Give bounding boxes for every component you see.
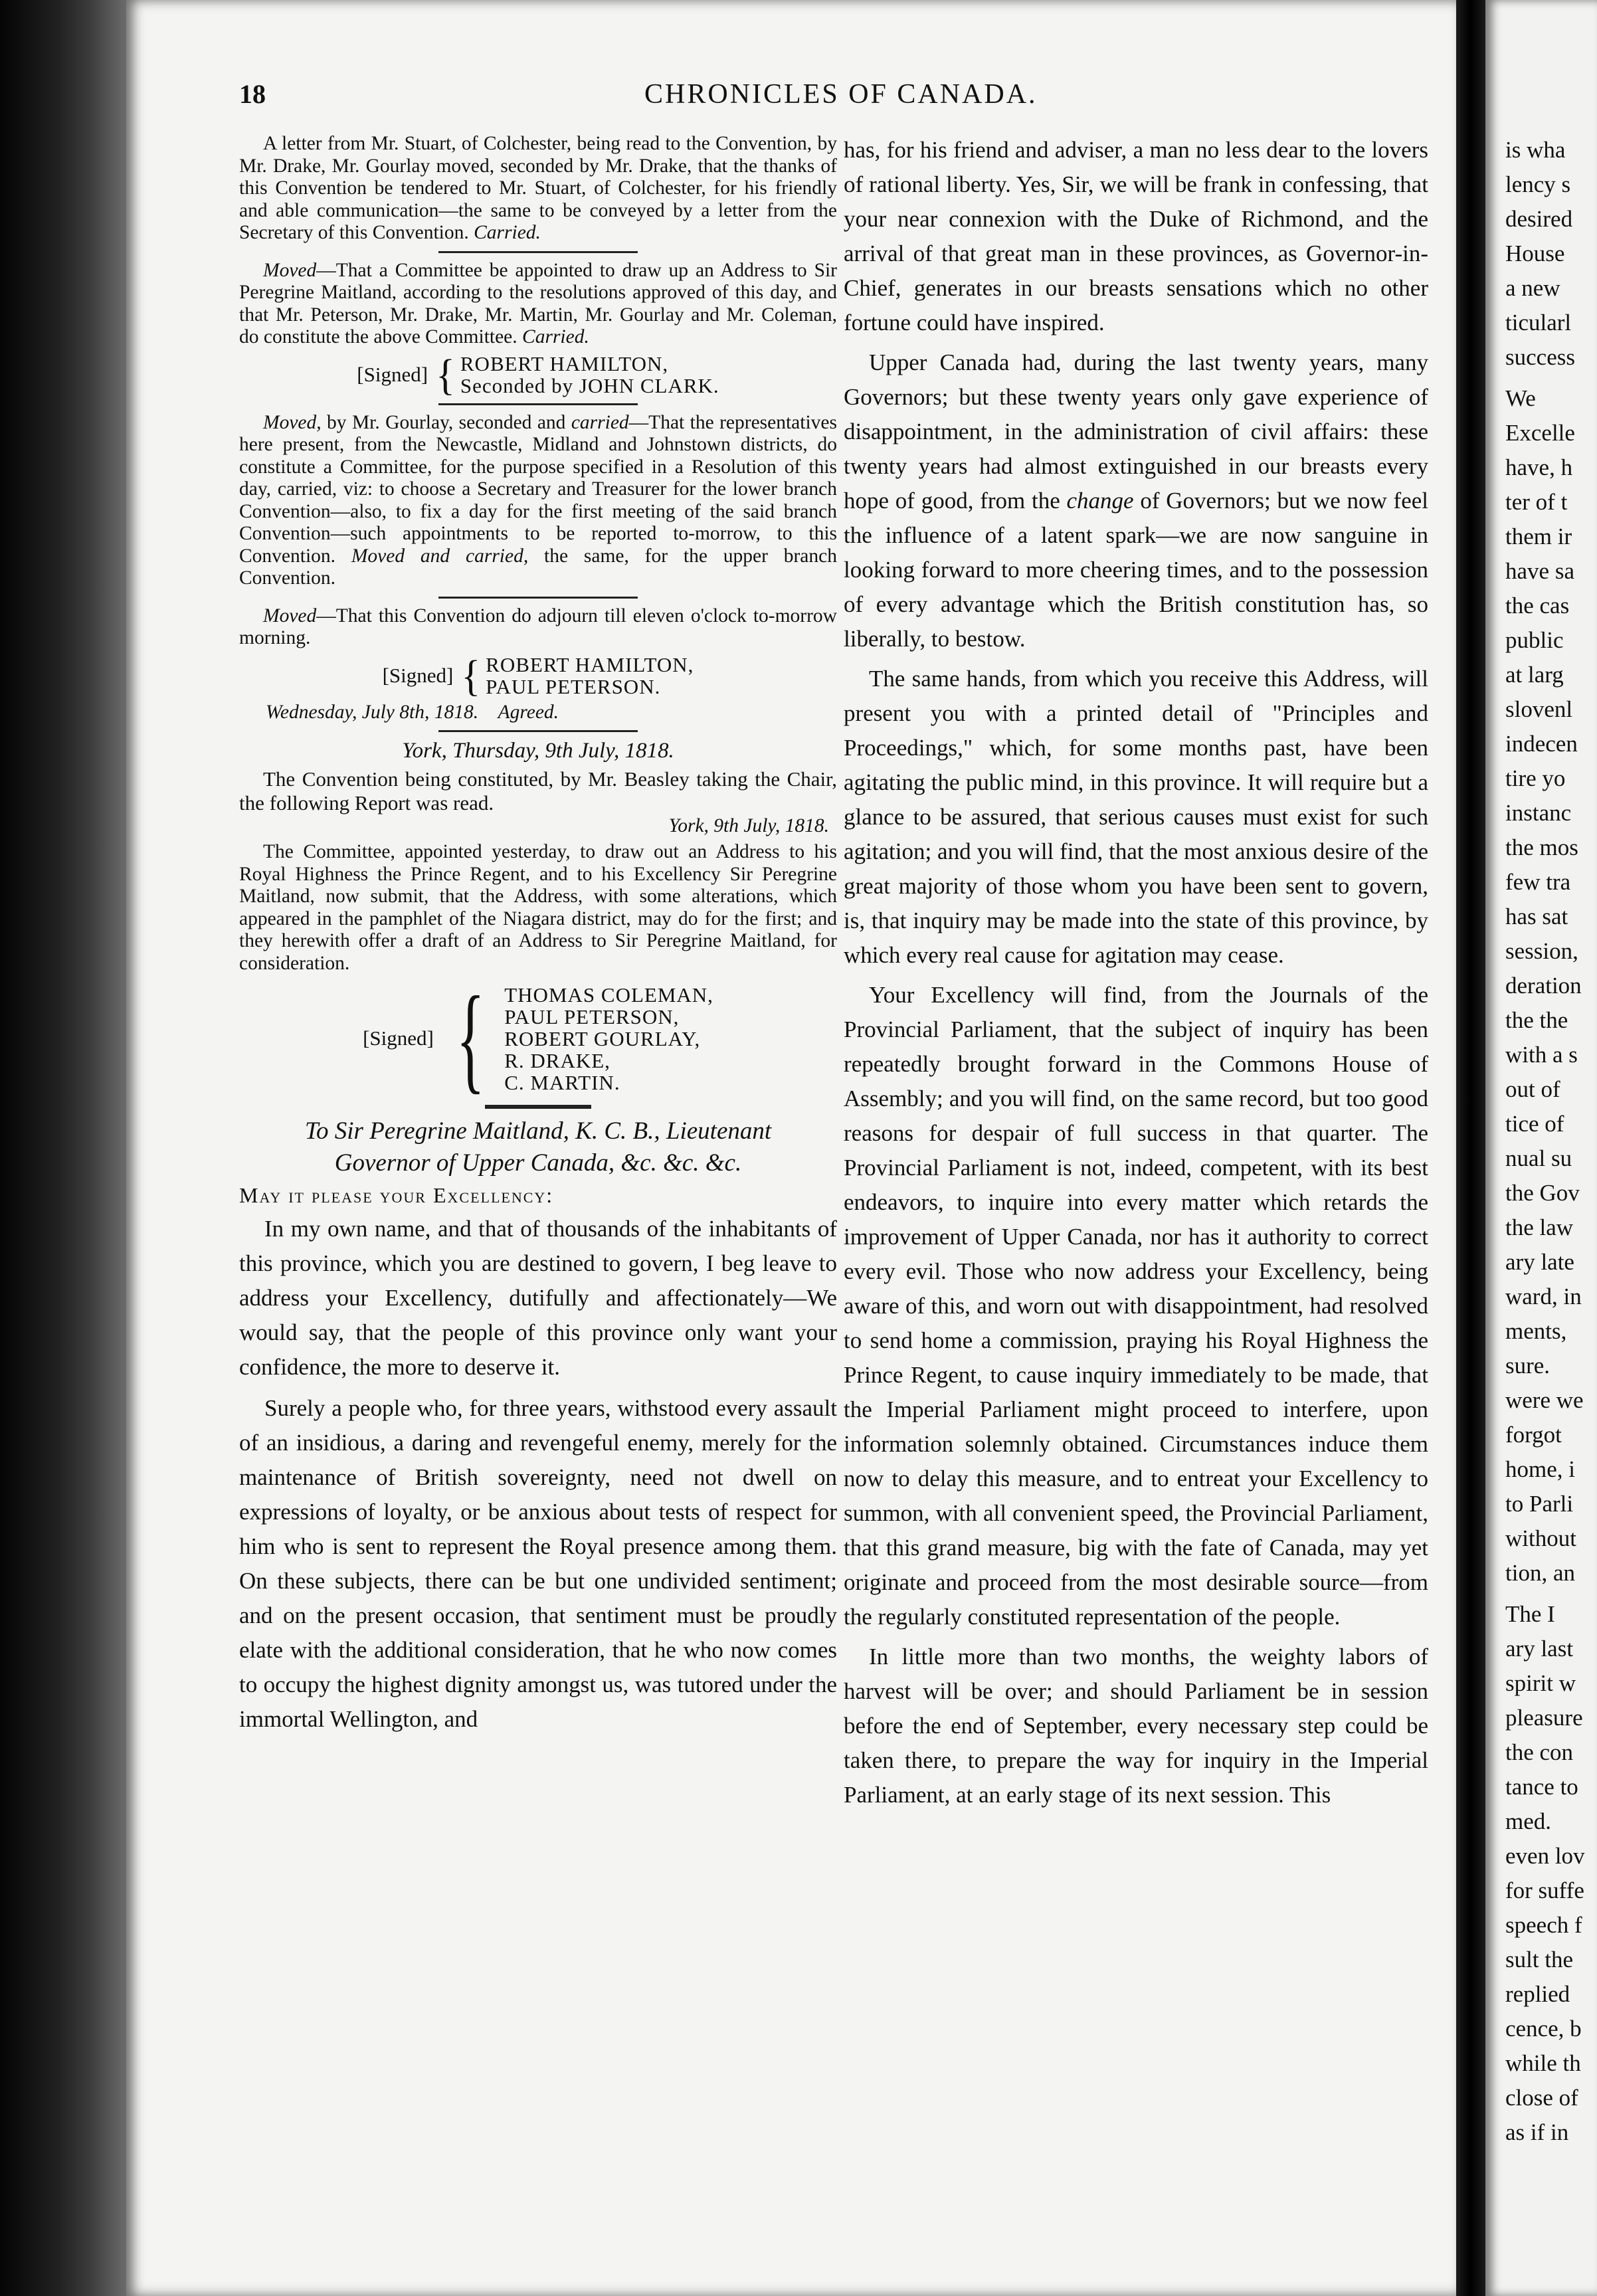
fragment-line: Excelle [1505,420,1575,446]
fragment-line: session, [1505,938,1578,964]
fragment-line: has sat [1505,904,1568,929]
divider [485,1105,591,1109]
fragment-line: close of [1505,2085,1578,2111]
signatory: C. MARTIN. [504,1070,620,1094]
fragment-line: the law [1505,1214,1574,1240]
paragraph: The Convention being constituted, by Mr. Beasley taking the Chair, the following Report was read. [239,767,837,814]
signed-label: [Signed] [382,663,454,687]
fragment-line: a new [1505,275,1560,301]
fragment-line: tice of [1505,1111,1564,1137]
middle-column [844,133,1428,1812]
fragment-line: desired [1505,206,1573,232]
page-gutter [1456,0,1485,2296]
fragment-line: House [1505,240,1565,266]
fragment-line: forgot [1505,1422,1562,1448]
signatory: PAUL PETERSON, [504,1004,680,1028]
fragment-line: The I [1505,1601,1555,1627]
fragment-line: spirit w [1505,1670,1576,1696]
paragraph: In my own name, and that of thousands of the inhabitants of this province, which you are destined to govern, I beg leave to address your Excellency, dutifully and affectionately—We would say, that the people of this province only want your confidence, the more to deserve it. [239,1216,837,1380]
fragment-line: as if in [1505,2119,1569,2145]
fragment-line: lency s [1505,171,1571,197]
signature-block [239,651,837,700]
fragment-line: have, h [1505,454,1573,480]
paragraph: Moved—That a Committee be appointed to draw up an Address to Sir Peregrine Maitland, according to the resolutions approved of this day, and that Mr. Peterson, Mr. Drake, Mr. Martin, Mr. Gourlay and Mr. Coleman, do constitute the above Committee. Carried. [239,259,837,347]
paragraph: Surely a people who, for three years, withstood every assault of an insidious, a daring and revengeful enemy, merely for the maintenance of British sovereignty, need not dwell on expressions of loyalty, or be anxious about tests of respect for him who is sent to represent the Royal presence among them. On these subjects, there can be but one undivided sentiment; and on the present occasion, that sentiment must be proudly elate with the additional consideration, that he who now comes to occupy the highest dignity amongst us, was tutored under the immortal Wellington, and [239,1395,837,1732]
paragraph: Moved, by Mr. Gourlay, seconded and carried—That the representatives here present, from the Newcastle, Midland and Johnstown districts, do constitute a Committee, for the purpose specified in a Resolution of this day, carried, viz: to choose a Secretary and Treasurer for the lower branch Convention—also, to fix a day for the first meeting of the said branch Convention—such appointments to be reported to-morrow, to this Convention. Moved and carried, the same, for the upper branch Convention. [239,411,837,589]
paragraph: In little more than two months, the weighty labors of harvest will be over; and should Parliament be in session before the end of September, every necessary step could be taken there, to prepare the way for inquiry in the Imperial Parliament, at an early stage of its next session. This [844,1644,1428,1808]
fragment-line: deration [1505,973,1582,999]
paragraph: Your Excellency will find, from the Journals of the Provincial Parliament, that the subject of inquiry has been repeatedly brought forward in the Commons House of Assembly; and you will find, on the same record, but too good reasons for despair of full success in that quarter. The Provincial Parliament is not, indeed, competent, with its best endeavors, to inquire into every matter which retards the improvement of Upper Canada, nor has it authority to correct every evil. Those who now address your Excellency, being aware of this, and worn out with disappointment, had resolved to send home a commission, praying his Royal Highness the Prince Regent, to cause inquiry immediately to be made, that the Imperial Parliament might proceed to interfere, upon information solemnly obtained. Circumstances induce them now to delay this measure, and to entreat your Excellency to summon, with all convenient speed, the Provincial Parliament, that this grand measure, big with the fate of Canada, may yet originate and proceed from the most desirable source—from the regularly constituted representation of the people. [844,982,1428,1630]
fragment-line: ments, [1505,1318,1567,1344]
divider [438,597,638,599]
signatory: ROBERT HAMILTON, [460,351,669,375]
page-number: 18 [239,79,266,109]
fragment-line: sult the [1505,1947,1574,1972]
report-date: York, 9th July, 1818. [668,815,829,836]
fragment-line: cence, b [1505,2016,1582,2042]
fragment-line: med. [1505,1808,1552,1834]
signature-block [239,350,837,399]
fragment-line: pleasure [1505,1705,1583,1731]
signature-block [239,972,837,1104]
fragment-line: speech f [1505,1912,1582,1938]
divider [438,403,638,405]
fragment-line: ward, in [1505,1284,1582,1309]
fragment-line: were we [1505,1387,1584,1413]
paragraph: Moved—That this Convention do adjourn till eleven o'clock to-morrow morning. [239,605,837,648]
fragment-line: tion, an [1505,1560,1575,1586]
fragment-line: public [1505,627,1564,653]
fragment-line: home, i [1505,1456,1575,1482]
fragment-line: them ir [1505,524,1572,549]
fragment-line: sure. [1505,1353,1550,1379]
paragraph: Upper Canada had, during the last twenty years, many Governors; but these twenty years only gave experience of disappointment, in the administration of civil affairs: these twenty years had almost extinguished in our breasts every hope of good, from the change of Governors; but we now feel the influence of a latent spark—we are now sanguine in looking forward to more cheering times, and to the possession of every advantage which the British constitution has, so liberally, to bestow. [844,349,1428,652]
fragment-line: slovenl [1505,696,1573,722]
salutation: May it please your Excellency: [239,1183,554,1207]
left-column [239,133,837,1737]
fragment-line: the con [1505,1739,1574,1765]
signed-label: [Signed] [363,1026,434,1050]
fragment-line: ter of t [1505,489,1568,515]
brace-icon: { [436,350,455,399]
brace-icon: { [456,972,485,1104]
fragment-line: ticularl [1505,310,1572,335]
dateline: York, Thursday, 9th July, 1818. [402,739,674,763]
book-spine [0,0,126,2296]
signatory: THOMAS COLEMAN, [504,983,713,1006]
running-title: CHRONICLES OF CANADA. [644,79,1038,110]
address-title: To Sir Peregrine Maitland, K. C. B., Lieutenant Governor of Upper Canada, &c. &c. &c. [304,1117,772,1177]
fragment-line: We [1505,385,1536,411]
fragment-line: nual su [1505,1145,1572,1171]
fragment-line: few tra [1505,869,1571,895]
fragment-line: is wha [1505,137,1566,163]
paragraph: The Committee, appointed yesterday, to draw out an Address to his Royal Highness the Prince Regent, and to his Excellency Sir Peregrine Maitland, now submit, that the Address, with some alterations, which appeared in the pamphlet of the Niagara district, may do for the first; and they herewith offer a draft of an Address to Sir Peregrine Maitland, for consideration. [239,841,837,974]
fragment-line: instanc [1505,800,1572,826]
fragment-line: success [1505,344,1575,370]
signatory: R. DRAKE, [504,1048,611,1072]
fragment-line: while th [1505,2050,1581,2076]
fragment-line: with a s [1505,1042,1578,1068]
fragment-column [1505,133,1585,2150]
fragment-line: without [1505,1525,1576,1551]
fragment-line: the mos [1505,834,1578,860]
fragment-line: have sa [1505,558,1574,584]
fragment-line: even lov [1505,1843,1585,1869]
adjacent-page-fragment [1485,0,1597,2296]
fragment-line: the the [1505,1007,1568,1033]
fragment-line: ary last [1505,1636,1574,1662]
divider [438,251,638,253]
paragraph: The same hands, from which you receive this Address, will present you with a printed detail of "Principles and Proceedings," which, for some months past, have been agitating the public mind, in this province. It will require but a glance to be assured, that serious causes must exist for such agitation; and you will find, that the most anxious desire of the great majority of those whom you have been sent to govern, is, that inquiry may be made into the state of this province, by which every real cause for agitation may cease. [844,666,1428,968]
fragment-line: for suffe [1505,1877,1584,1903]
signatory: ROBERT GOURLAY, [504,1026,701,1050]
divider [438,730,638,732]
fragment-line: at larg [1505,662,1564,688]
fragment-line: the cas [1505,593,1570,619]
fragment-line: to Parli [1505,1491,1574,1517]
brace-icon: { [461,651,481,700]
fragment-line: indecen [1505,731,1578,757]
fragment-line: out of [1505,1076,1560,1102]
fragment-line: ary late [1505,1249,1574,1275]
signatory: PAUL PETERSON. [486,674,661,698]
fragment-line: the Gov [1505,1180,1580,1206]
signatory: ROBERT HAMILTON, [486,652,694,676]
fragment-line: replied [1505,1981,1570,2007]
paragraph: has, for his friend and adviser, a man no less dear to the lovers of rational liberty. Yes, Sir, we will be frank in confessing, that your near connexion with the Duke of Richmond, and the arrival of that great man in these provinces, as Governor-in-Chief, generates in our breasts sensations which no other fortune could have inspired. [844,137,1428,335]
running-head [239,78,1435,118]
signature-date: Wednesday, July 8th, 1818. Agreed. [266,701,559,723]
fragment-line: tance to [1505,1774,1578,1800]
signed-label: [Signed] [357,362,428,386]
fragment-line: tire yo [1505,765,1566,791]
paragraph: A letter from Mr. Stuart, of Colchester, being read to the Convention, by Mr. Drake, Mr. Gourlay moved, seconded by Mr. Drake, that the thanks of this Convention be tendered to Mr. Stuart, of Colchester, for his friendly and able communication—the same to be conveyed by a letter from the Secretary of this Convention. Carried. [239,133,837,243]
signatory: Seconded by JOHN CLARK. [460,373,719,397]
